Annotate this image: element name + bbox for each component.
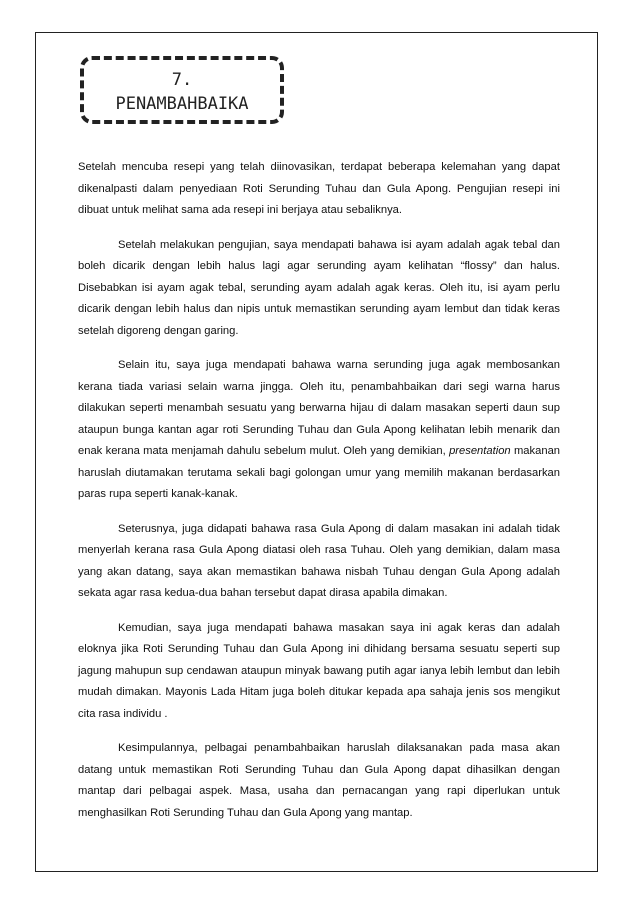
paragraph-colour-text-b: makanan haruslah diutamakan terutama sekali bagi golongan umur yang memilih makanan berdasarkan paras rupa seperti kanak-kanak. bbox=[78, 445, 561, 500]
paragraph-taste: Seterusnya, juga didapati bahawa rasa Gula Apong di dalam masakan ini adalah tidak menyerlah kerana rasa Gula Apong diatasi oleh rasa Tuhau. Oleh yang demikian, dalam masa yang akan datang, saya akan memastikan bahawa nisbah Tuhau dengan Gula Apong adalah sekata agar rasa kedua-dua bahan tersebut dapat dirasa apabila dimakan. bbox=[78, 522, 560, 599]
paragraph-chicken-texture: Setelah melakukan pengujian, saya mendapati bahawa isi ayam adalah agak tebal dan boleh dicarik dengan lebih halus lagi agar serunding ayam kelihatan “flossy” dan halus. Disebabkan isi ayam agak tebal, serunding ayam adalah agak keras. Oleh itu, isi ayam perlu dicarik dengan lebih halus dan nipis untuk memastikan serunding ayam lembut dan tidak keras setelah digoreng dengan garing. bbox=[78, 238, 560, 337]
paragraph-serving: Kemudian, saya juga mendapati bahawa masakan saya ini agak keras dan adalah eloknya jika Roti Serunding Tuhau dan Gula Apong ini dihidang bersama sesuatu seperti sup jagung mahupun sup cendawan ataupun minyak bawang putih agar ianya lebih lembut dan lebih mudah dimakan. Mayonis Lada Hitam juga boleh ditukar kepada apa sahaja jenis sos mengikut cita rasa individu . bbox=[78, 621, 560, 720]
section-number: 7. bbox=[171, 70, 193, 90]
section-heading-box bbox=[80, 56, 284, 124]
section-title: PENAMBAHBAIKA bbox=[115, 94, 249, 114]
paragraph-colour bbox=[78, 355, 560, 506]
document-body bbox=[78, 157, 560, 837]
paragraph-intro: Setelah mencuba resepi yang telah diinovasikan, terdapat beberapa kelemahan yang dapat dikenalpasti dalam penyediaan Roti Serunding Tuhau dan Gula Apong. Pengujian resepi ini dibuat untuk melihat sama ada resepi ini berjaya atau sebaliknya. bbox=[78, 161, 560, 216]
paragraph-colour-italic-term: presentation bbox=[449, 445, 511, 457]
paragraph-conclusion: Kesimpulannya, pelbagai penambahbaikan haruslah dilaksanakan pada masa akan datang untuk memastikan Roti Serunding Tuhau dan Gula Apong dapat dihasilkan dengan mantap dari pelbagai aspek. Masa, usaha dan pernacangan yang rapi diperlukan untuk menghasilkan Roti Serunding Tuhau dan Gula Apong yang mantap. bbox=[78, 742, 560, 819]
paragraph-colour-text-a: Selain itu, saya juga mendapati bahawa warna serunding juga agak membosankan kerana tiada variasi selain warna jingga. Oleh itu, penambahbaikan dari segi warna harus dilakukan seperti menambah sesuatu yang berwarna hijau di dalam masakan seperti daun sup ataupun bunga kantan agar roti Serunding Tuhau dan Gula Apong kelihatan lebih menarik dan enak kerana mata menjamah dahulu sebelum mulut. Oleh yang demikian, bbox=[78, 359, 560, 457]
